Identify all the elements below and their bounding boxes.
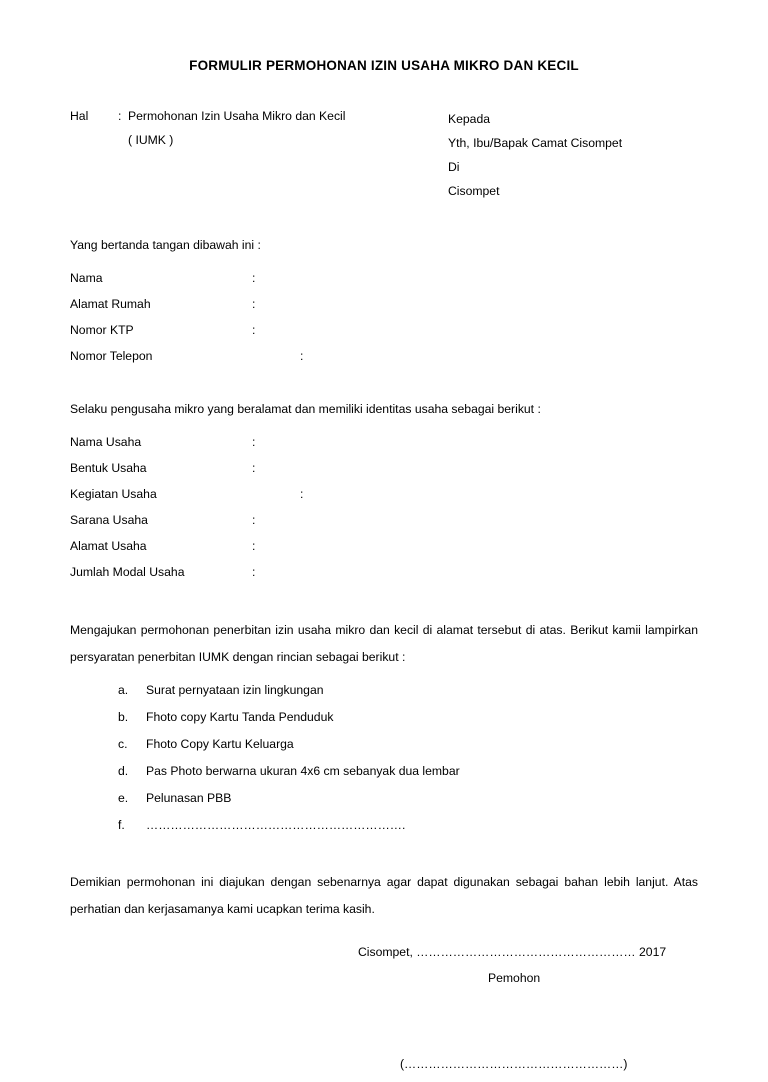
hal-row [70, 105, 450, 127]
list-text-e: Pelunasan PBB [146, 791, 232, 805]
list-marker-d: d. [118, 764, 129, 778]
kepada-line-3: Di [448, 160, 460, 174]
field-colon-nomor-telepon: : [300, 349, 304, 363]
kepada-line-2: Yth, Ibu/Bapak Camat Cisompet [448, 136, 623, 150]
field-colon-nama-usaha: : [252, 435, 256, 449]
list-marker-a: a. [118, 683, 129, 697]
list-item [70, 758, 698, 785]
applicant-intro-text: Yang bertanda tangan dibawah ini : [70, 238, 261, 252]
attachment-list [0, 671, 768, 839]
header-block [0, 105, 768, 201]
kepada-block [448, 107, 622, 203]
business-intro: Selaku pengusaha mikro yang beralamat dan memiliki identitas usaha sebagai berikut : [70, 402, 541, 416]
field-colon-nama: : [252, 271, 256, 285]
field-colon-nomor-ktp: : [252, 323, 256, 337]
list-item [70, 731, 698, 758]
field-colon-bentuk-usaha: : [252, 461, 256, 475]
list-marker-e: e. [118, 791, 129, 805]
list-text-d: Pas Photo berwarna ukuran 4x6 cm sebanyak dua lembar [146, 764, 460, 778]
page-title: FORMULIR PERMOHONAN IZIN USAHA MIKRO DAN KECIL [189, 58, 579, 73]
hal-label: Hal [70, 109, 89, 123]
hal-subvalue: ( IUMK ) [128, 133, 174, 147]
field-label-nomor-ktp: Nomor KTP [70, 323, 134, 337]
list-text-b: Fhoto copy Kartu Tanda Penduduk [146, 710, 334, 724]
business-section [0, 399, 768, 585]
signature-block [0, 939, 768, 1077]
field-label-bentuk-usaha: Bentuk Usaha [70, 461, 147, 475]
field-label-alamat-rumah: Alamat Rumah [70, 297, 151, 311]
hal-block [70, 105, 450, 153]
field-colon-kegiatan-usaha: : [300, 487, 304, 501]
signature-role: Pemohon [488, 971, 541, 985]
closing-paragraph: Demikian permohonan ini diajukan dengan sebenarnya agar dapat digunakan sebagai bahan lebih lanjut. Atas perhatian dan kerjasamanya kami ucapkan terima kasih. [70, 875, 698, 916]
signature-name-line: (………………………………………………) [400, 1057, 628, 1071]
field-colon-alamat-usaha: : [252, 539, 256, 553]
field-row-jumlah-modal-usaha [70, 559, 698, 585]
field-row-bentuk-usaha [70, 455, 698, 481]
field-colon-alamat-rumah: : [252, 297, 256, 311]
request-paragraph: Mengajukan permohonan penerbitan izin usaha mikro dan kecil di alamat tersebut di atas. Berikut kamii lampirkan persyaratan penerbitan IUMK dengan rincian sebagai berikut : [70, 623, 698, 664]
hal-value: Permohonan Izin Usaha Mikro dan Kecil [128, 109, 346, 123]
list-marker-b: b. [118, 710, 129, 724]
field-label-sarana-usaha: Sarana Usaha [70, 513, 148, 527]
field-label-nama: Nama [70, 271, 103, 285]
field-row-nomor-telepon [70, 343, 698, 369]
list-item [70, 812, 698, 839]
field-row-kegiatan-usaha [70, 481, 698, 507]
list-item [70, 785, 698, 812]
field-row-nomor-ktp [70, 317, 698, 343]
list-text-f: ………………………………………………………. [146, 818, 406, 832]
field-colon-jumlah-modal-usaha: : [252, 565, 256, 579]
applicant-section [0, 235, 768, 369]
field-row-nama [70, 265, 698, 291]
field-row-nama-usaha [70, 429, 698, 455]
field-label-alamat-usaha: Alamat Usaha [70, 539, 147, 553]
list-text-a: Surat pernyataan izin lingkungan [146, 683, 324, 697]
field-row-alamat-rumah [70, 291, 698, 317]
field-label-kegiatan-usaha: Kegiatan Usaha [70, 487, 157, 501]
field-colon-sarana-usaha: : [252, 513, 256, 527]
list-text-c: Fhoto Copy Kartu Keluarga [146, 737, 294, 751]
field-row-sarana-usaha [70, 507, 698, 533]
field-label-jumlah-modal-usaha: Jumlah Modal Usaha [70, 565, 185, 579]
signature-place-date: Cisompet, ……………………………………………… 2017 [358, 945, 667, 959]
hal-colon: : [118, 109, 122, 123]
applicant-intro [70, 235, 698, 255]
field-label-nama-usaha: Nama Usaha [70, 435, 142, 449]
list-marker-c: c. [118, 737, 128, 751]
document-page [0, 58, 768, 1082]
field-label-nomor-telepon: Nomor Telepon [70, 349, 153, 363]
list-item [70, 704, 698, 731]
kepada-line-1: Kepada [448, 112, 491, 126]
list-item [70, 677, 698, 704]
field-row-alamat-usaha [70, 533, 698, 559]
kepada-line-4: Cisompet [448, 184, 500, 198]
list-marker-f: f. [118, 818, 125, 832]
